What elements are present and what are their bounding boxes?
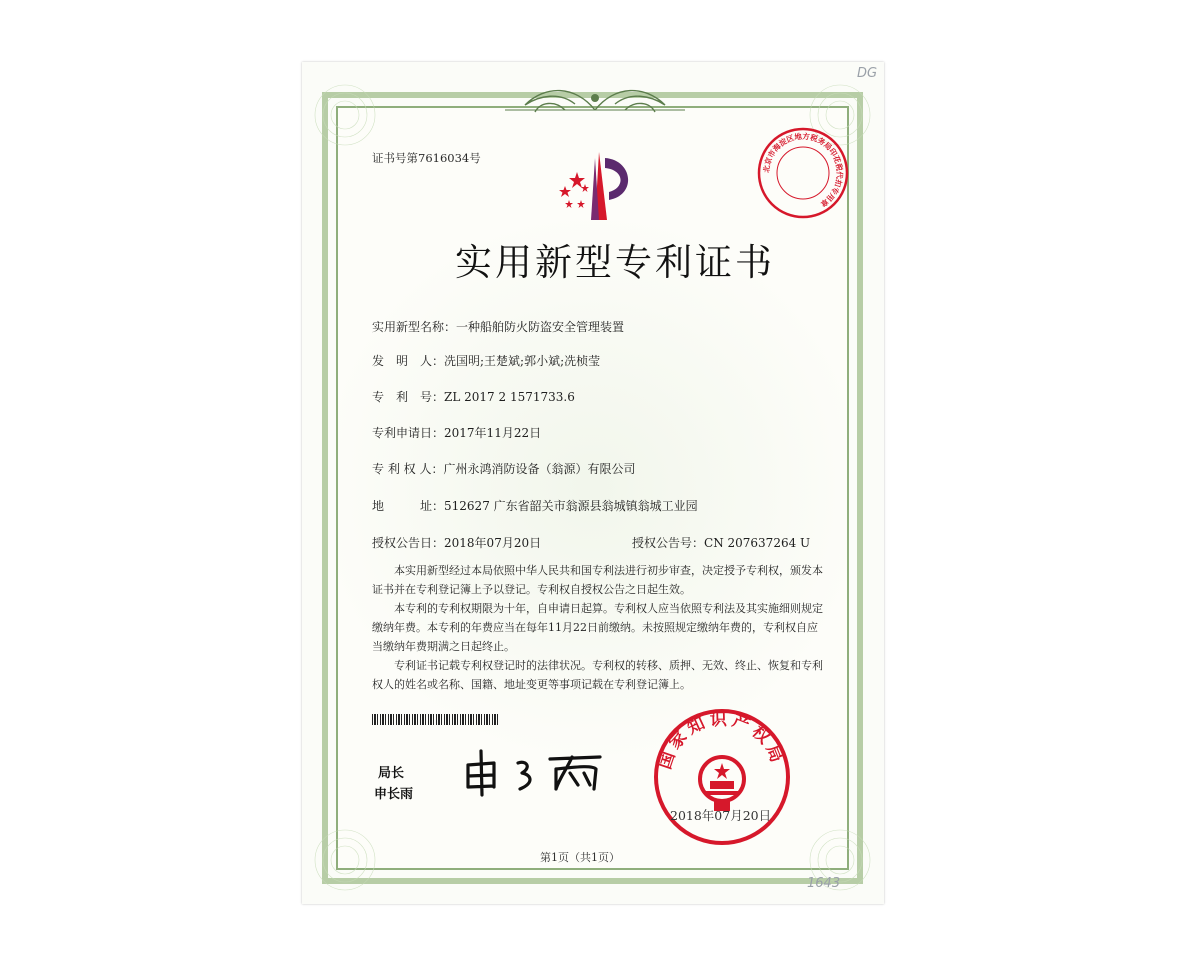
field-label: 地 址： [372, 499, 445, 513]
field-label: 专 利 权 人： [372, 462, 444, 476]
corner-note-bottom: 1643 [807, 876, 841, 891]
field-value: 广州永鸿消防设备（翁源）有限公司 [443, 462, 636, 476]
field-address [372, 497, 698, 514]
paragraph: 专利证书记载专利权登记时的法律状况。专利权的转移、质押、无效、终止、恢复和专利权人的姓名或名称、国籍、地址变更等事项记载在专利登记簿上。 [372, 659, 823, 691]
cnipa-logo-icon [555, 150, 635, 225]
field-value: CN 207637264 U [704, 536, 811, 550]
field-grant-number [632, 534, 810, 551]
certificate-title: 实用新型专利证书 [455, 241, 775, 284]
field-patentee [372, 460, 635, 477]
field-value: 一种船舶防火防盗安全管理装置 [456, 320, 625, 334]
field-inventors [372, 352, 600, 369]
field-label: 专利申请日： [372, 426, 445, 440]
certificate-number: 证书号第7616034号 [372, 151, 481, 165]
field-label: 专 利 号： [372, 390, 445, 404]
field-value: 2018年07月20日 [444, 536, 542, 550]
field-grant-date [372, 534, 541, 551]
field-label: 发 明 人： [372, 354, 445, 368]
corner-note-top: DG [857, 66, 878, 81]
field-patent-number [372, 388, 575, 405]
field-value: ZL 2017 2 1571733.6 [444, 390, 575, 404]
field-value: 冼国明;王楚斌;郭小斌;冼桢莹 [444, 354, 601, 368]
official-seal [652, 707, 792, 847]
seal-date: 2018年07月20日 [670, 808, 772, 823]
field-value: 512627 广东省韶关市翁源县翁城镇翁城工业园 [444, 499, 698, 513]
director-name: 申长雨 [374, 787, 414, 802]
top-ornament [505, 80, 685, 120]
field-value: 2017年11月22日 [444, 426, 542, 440]
director-title: 局长 [378, 766, 405, 781]
page-info: 第1页（共1页） [540, 851, 620, 864]
tax-stamp-text: 北京市海淀区地方税务局印花税代扣专用章 [761, 131, 845, 209]
certificate-body-text [372, 561, 824, 694]
tax-stamp [755, 125, 851, 221]
barcode [372, 714, 500, 725]
field-application-date [372, 424, 541, 441]
paragraph: 本实用新型经过本局依照中华人民共和国专利法进行初步审查，决定授予专利权，颁发本证书并在专利登记簿上予以登记。专利权自授权公告之日起生效。 [372, 564, 823, 596]
national-emblem-icon [700, 757, 744, 811]
director-signature [460, 745, 610, 800]
field-label: 授权公告日： [372, 536, 445, 550]
seal-text: 国家知识产权局 [655, 709, 789, 772]
field-label: 实用新型名称： [372, 320, 457, 334]
field-label: 授权公告号： [632, 536, 705, 550]
paragraph: 本专利的专利权期限为十年，自申请日起算。专利权人应当依照专利法及其实施细则规定缴纳年费。本专利的年费应当在每年11月22日前缴纳。未按照规定缴纳年费的，专利权自应当缴纳年费期满之日起终止。 [372, 602, 823, 653]
field-utility-name [372, 318, 624, 335]
